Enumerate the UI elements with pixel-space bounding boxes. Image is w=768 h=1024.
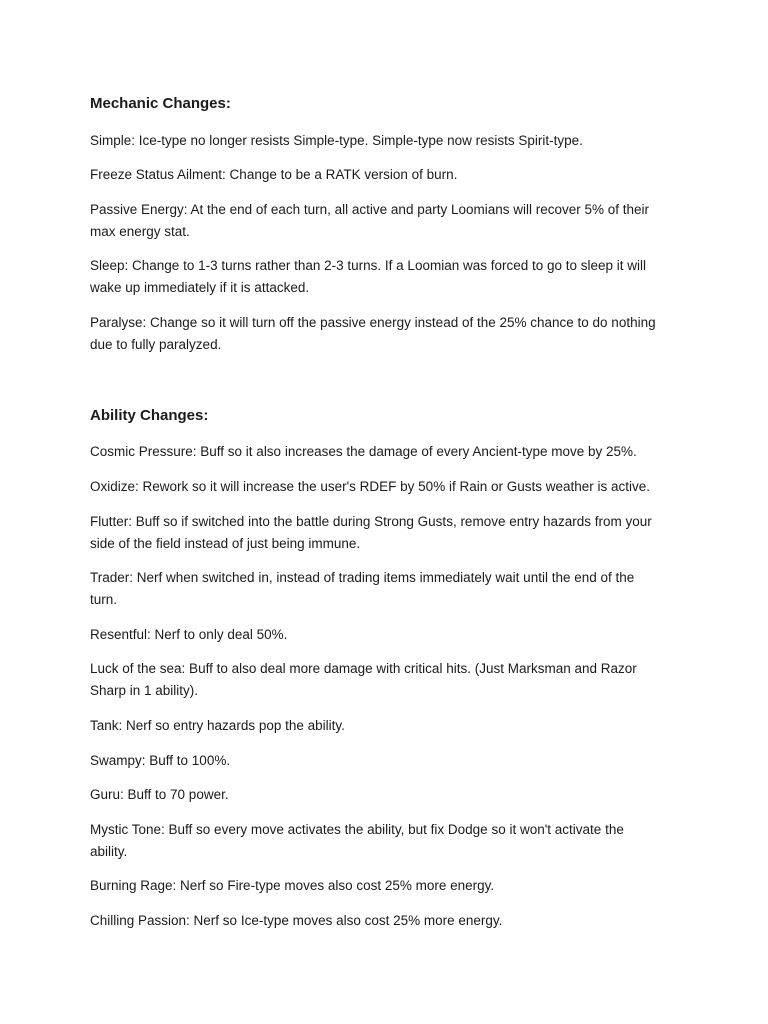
mechanic-changes-heading: Mechanic Changes: — [90, 95, 231, 112]
ability-change-item: Chilling Passion: Nerf so Ice-type moves also cost 25% more energy. — [90, 912, 503, 928]
ability-change-item: Guru: Buff to 70 power. — [90, 787, 229, 803]
document-body — [90, 93, 660, 945]
ability-change-item: Tank: Nerf so entry hazards pop the ability. — [90, 717, 345, 733]
ability-change-item: Trader: Nerf when switched in, instead of trading items immediately wait until the end of the turn. — [90, 570, 635, 608]
mechanic-change-item: Sleep: Change to 1-3 turns rather than 2-3 turns. If a Loomian was forced to go to sleep it will wake up immediately if it is attacked. — [90, 258, 647, 296]
ability-change-item: Burning Rage: Nerf so Fire-type moves also cost 25% more energy. — [90, 878, 495, 894]
mechanic-change-item: Simple: Ice-type no longer resists Simple-type. Simple-type now resists Spirit-type. — [90, 132, 583, 148]
ability-change-item: Cosmic Pressure: Buff so it also increases the damage of every Ancient-type move by 25%. — [90, 444, 637, 460]
ability-change-item: Mystic Tone: Buff so every move activates the ability, but fix Dodge so it won't activate the ability. — [90, 821, 624, 859]
mechanic-change-item: Freeze Status Ailment: Change to be a RATK version of burn. — [90, 167, 458, 183]
mechanic-change-item: Passive Energy: At the end of each turn, all active and party Loomians will recover 5% of their max energy stat. — [90, 201, 650, 239]
ability-change-item: Swampy: Buff to 100%. — [90, 752, 231, 768]
ability-change-item: Oxidize: Rework so it will increase the user's RDEF by 50% if Rain or Gusts weather is active. — [90, 478, 651, 494]
ability-change-item: Luck of the sea: Buff to also deal more damage with critical hits. (Just Marksman and Razor Sharp in 1 ability). — [90, 661, 637, 699]
ability-changes-section — [90, 405, 660, 932]
ability-change-item: Resentful: Nerf to only deal 50%. — [90, 626, 288, 642]
ability-change-item: Flutter: Buff so if switched into the battle during Strong Gusts, remove entry hazards from your side of the field instead of just being immune. — [90, 513, 652, 551]
mechanic-change-item: Paralyse: Change so it will turn off the passive energy instead of the 25% chance to do nothing due to fully paralyzed. — [90, 314, 656, 352]
ability-changes-heading: Ability Changes: — [90, 406, 209, 424]
mechanic-changes-section — [90, 93, 660, 356]
